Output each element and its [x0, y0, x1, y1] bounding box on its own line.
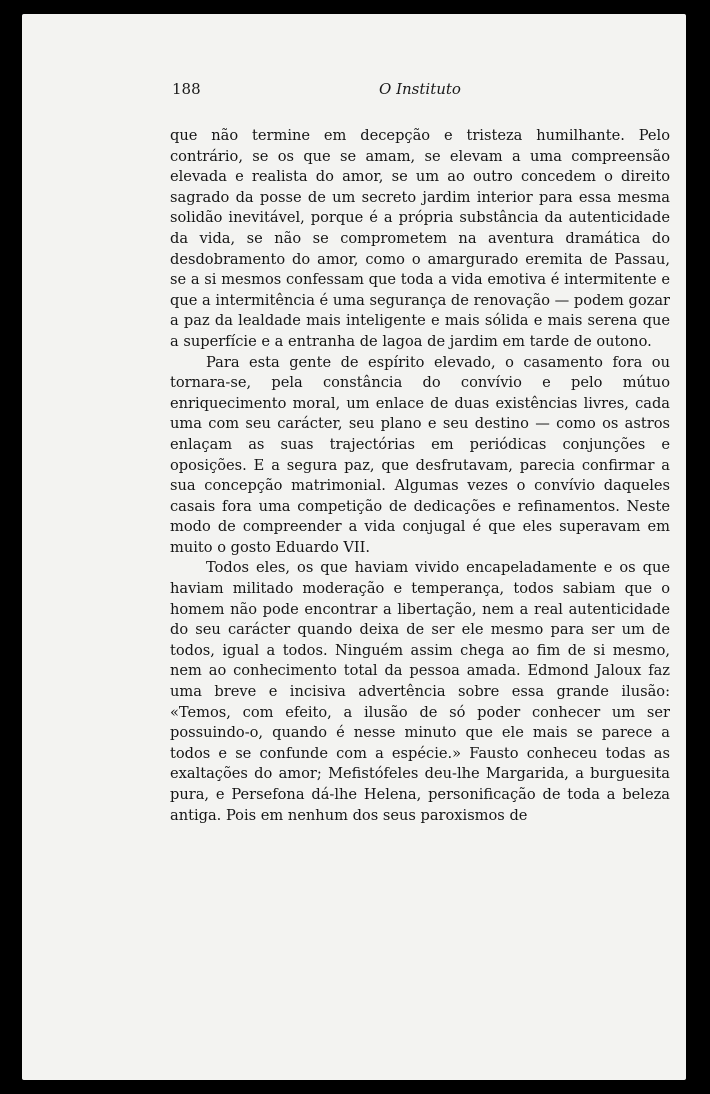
paragraph: Para esta gente de espírito elevado, o casamento fora ou tornara-se, pela constância do convívio e pelo mútuo enriquecimento moral, um enlace de duas existências livres, cada uma com seu carácter, seu plano e seu destino — como os astros enlaçam as suas trajectórias em periódicas conjunções e oposições. E a segura paz, que desfrutavam, parecia confirmar a sua concepção matrimonial. Algumas vezes o convívio daqueles casais fora uma competição de dedicações e refinamentos. Neste modo de compreender a vida conjugal é que eles superavam em muito o gosto Eduardo VII. [170, 353, 670, 556]
paragraph: Todos eles, os que haviam vivido encapeladamente e os que haviam militado moderação e temperança, todos sabiam que o homem não pode encontrar a libertação, nem a real autenticidade do seu carácter quando deixa de ser ele mesmo para ser um de todos, igual a todos. Ninguém assim chega ao fim de si mesmo, nem ao conhecimento total da pessoa amada. Edmond Jaloux faz uma breve e incisiva advertência sobre essa grande ilusão: «Temos, com efeito, a ilusão de só poder conhecer um ser possuindo-o, quando é nesse minuto que ele mais se parece a todos e se confunde com a espécie.» Fausto conheceu todas as exaltações do amor; Mefistófeles deu-lhe Margarida, a burguesita pura, e Persefona dá-lhe Helena, personificação de toda a beleza antiga. Pois em nenhum dos seus paroxismos de [170, 559, 670, 824]
body-text [170, 126, 670, 826]
running-title: O Instituto [379, 80, 461, 98]
page-number: 188 [172, 80, 201, 98]
page-header [172, 80, 668, 102]
paragraph: que não termine em decepção e tristeza humilhante. Pelo contrário, se os que se amam, se elevam a uma compreensão elevada e realista do amor, se um ao outro concedem o direito sagrado da posse de um secreto jardim interior para essa mesma solidão inevitável, porque é a própria substância da autenticidade da vida, se não se comprometem na aventura dramática do desdobramento do amor, como o amargurado eremita de Passau, se a si mesmos confessam que toda a vida emotiva é intermitente e que a intermitência é uma segurança de renovação — podem gozar a paz da lealdade mais inteligente e mais sólida e mais serena que a superfície e a entranha de lagoa de jardim em tarde de outono. [170, 127, 670, 350]
